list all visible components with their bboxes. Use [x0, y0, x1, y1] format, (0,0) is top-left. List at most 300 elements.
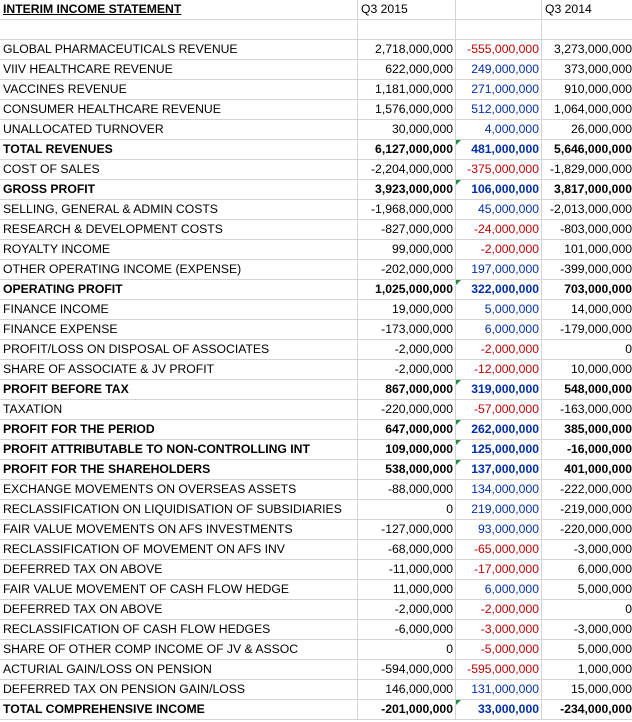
comment-marker-icon	[456, 460, 461, 465]
row-label-cell[interactable]	[0, 680, 358, 700]
q3-2014-value-cell[interactable]	[542, 260, 632, 280]
q3-2015-value-text: 11,000,000	[392, 582, 453, 596]
change-value-cell[interactable]	[456, 80, 542, 100]
q3-2014-value-text: 0	[625, 342, 632, 356]
row-label-text: VIIV HEALTHCARE REVENUE	[3, 62, 173, 76]
change-value-cell[interactable]	[456, 640, 542, 660]
empty-cell[interactable]	[0, 20, 358, 40]
change-value-text: -5,000,000	[480, 642, 539, 656]
q3-2014-value-cell[interactable]	[542, 60, 632, 80]
q3-2015-value-text: -201,000,000	[381, 702, 453, 716]
row-label-cell[interactable]	[0, 300, 358, 320]
table-row	[0, 220, 632, 240]
change-value-text: 219,000,000	[471, 502, 539, 516]
change-value-text: -2,000,000	[480, 602, 539, 616]
q3-2014-value-text: 3,273,000,000	[554, 42, 632, 56]
q3-2015-value-text: -594,000,000	[381, 662, 453, 676]
change-value-text: 6,000,000	[484, 582, 539, 596]
q3-2015-value-cell[interactable]	[358, 540, 456, 560]
q3-2014-value-text: 0	[625, 602, 632, 616]
q3-2015-value-text: 2,718,000,000	[375, 42, 453, 56]
q3-2015-value-text: -6,000,000	[394, 622, 453, 636]
change-value-text: 322,000,000	[471, 282, 539, 296]
change-value-cell[interactable]	[456, 140, 542, 160]
q3-2014-value-cell[interactable]	[542, 120, 632, 140]
q3-2014-value-text: -803,000,000	[560, 222, 632, 236]
q3-2015-value-cell[interactable]	[358, 520, 456, 540]
row-label-text: RECLASSIFICATION OF CASH FLOW HEDGES	[3, 622, 271, 636]
q3-2014-value-cell[interactable]	[542, 700, 632, 720]
change-value-cell[interactable]	[456, 520, 542, 540]
q3-2014-value-text: 1,000,000	[577, 662, 632, 676]
q3-2015-value-text: -11,000,000	[388, 562, 453, 576]
table-row	[0, 100, 632, 120]
row-label-text: DEFERRED TAX ON ABOVE	[3, 602, 163, 616]
change-value-text: 6,000,000	[484, 322, 539, 336]
q3-2014-value-cell[interactable]	[542, 160, 632, 180]
row-label-cell[interactable]	[0, 460, 358, 480]
row-label-text: EXCHANGE MOVEMENTS ON OVERSEAS ASSETS	[3, 482, 297, 496]
empty-cell[interactable]	[542, 20, 632, 40]
change-value-text: 262,000,000	[471, 422, 539, 436]
row-label-cell[interactable]	[0, 480, 358, 500]
q3-2014-value-text: -16,000,000	[566, 442, 632, 456]
q3-2014-value-text: -399,000,000	[560, 262, 632, 276]
q3-2015-value-cell[interactable]	[358, 560, 456, 580]
table-row	[0, 40, 632, 60]
row-label-text: DEFERRED TAX ON ABOVE	[3, 562, 163, 576]
row-label-text: SHARE OF OTHER COMP INCOME OF JV & ASSOC	[3, 642, 299, 656]
q3-2014-value-cell[interactable]	[542, 600, 632, 620]
change-value-cell[interactable]	[456, 460, 542, 480]
row-label-text: VACCINES REVENUE	[3, 82, 127, 96]
table-row	[0, 380, 632, 400]
change-value-cell[interactable]	[456, 660, 542, 680]
row-label-cell[interactable]	[0, 560, 358, 580]
row-label-cell[interactable]	[0, 640, 358, 660]
q3-2015-value-cell[interactable]	[358, 300, 456, 320]
comment-marker-icon	[456, 180, 461, 185]
q3-2014-value-text: -1,829,000,000	[550, 162, 632, 176]
q3-2014-value-cell[interactable]	[542, 400, 632, 420]
change-value-text: 93,000,000	[478, 522, 539, 536]
q3-2014-value-cell[interactable]	[542, 480, 632, 500]
change-value-text: 33,000,000	[478, 702, 539, 716]
change-value-text: 249,000,000	[471, 62, 539, 76]
q3-2015-value-text: -2,000,000	[394, 342, 453, 356]
row-label-cell[interactable]	[0, 360, 358, 380]
row-label-cell[interactable]	[0, 500, 358, 520]
q3-2014-value-cell[interactable]	[542, 300, 632, 320]
change-value-cell[interactable]	[456, 240, 542, 260]
row-label-cell[interactable]	[0, 160, 358, 180]
comment-marker-icon	[456, 700, 461, 705]
q3-2014-value-text: -3,000,000	[573, 622, 632, 636]
table-row	[0, 540, 632, 560]
q3-2015-value-text: -88,000,000	[387, 482, 453, 496]
table-row	[0, 500, 632, 520]
q3-2015-value-cell[interactable]	[358, 80, 456, 100]
change-value-text: 319,000,000	[471, 382, 539, 396]
change-value-text: -3,000,000	[480, 622, 539, 636]
change-value-text: -555,000,000	[467, 42, 539, 56]
q3-2015-value-text: -173,000,000	[381, 322, 453, 336]
header-row	[0, 0, 632, 20]
row-label-cell[interactable]	[0, 580, 358, 600]
row-label-cell[interactable]	[0, 520, 358, 540]
q3-2014-value-text: 385,000,000	[564, 422, 632, 436]
column-header-change[interactable]	[456, 0, 542, 20]
change-value-cell[interactable]	[456, 180, 542, 200]
q3-2014-value-cell[interactable]	[542, 220, 632, 240]
q3-2015-value-cell[interactable]	[358, 440, 456, 460]
row-label-cell[interactable]	[0, 220, 358, 240]
change-value-cell[interactable]	[456, 420, 542, 440]
q3-2015-value-text: -220,000,000	[381, 402, 453, 416]
q3-2014-value-text: 703,000,000	[564, 282, 632, 296]
row-label-cell[interactable]	[0, 620, 358, 640]
table-row	[0, 440, 632, 460]
q3-2015-value-cell[interactable]	[358, 640, 456, 660]
change-value-text: 271,000,000	[471, 82, 539, 96]
row-label-cell[interactable]	[0, 240, 358, 260]
change-value-cell[interactable]	[456, 280, 542, 300]
column-header-q3-2014[interactable]: Q3 2014	[542, 0, 632, 20]
q3-2014-value-cell[interactable]	[542, 580, 632, 600]
change-value-text: -2,000,000	[480, 242, 539, 256]
table-row	[0, 120, 632, 140]
q3-2014-value-text: 1,064,000,000	[554, 102, 632, 116]
change-value-cell[interactable]	[456, 100, 542, 120]
q3-2014-value-cell[interactable]	[542, 460, 632, 480]
table-row	[0, 320, 632, 340]
change-value-cell[interactable]	[456, 220, 542, 240]
row-label-cell[interactable]	[0, 60, 358, 80]
q3-2014-value-text: 401,000,000	[564, 462, 632, 476]
change-value-cell[interactable]	[456, 580, 542, 600]
q3-2014-value-cell[interactable]	[542, 420, 632, 440]
q3-2015-value-cell[interactable]	[358, 680, 456, 700]
q3-2014-value-text: -179,000,000	[560, 322, 632, 336]
q3-2015-value-text: 6,127,000,000	[375, 142, 453, 156]
q3-2014-value-text: 373,000,000	[564, 62, 632, 76]
change-value-text: 481,000,000	[471, 142, 539, 156]
change-value-cell[interactable]	[456, 340, 542, 360]
row-label-text: PROFIT/LOSS ON DISPOSAL OF ASSOCIATES	[3, 342, 270, 356]
change-value-cell[interactable]	[456, 480, 542, 500]
q3-2015-value-text: -2,000,000	[394, 602, 453, 616]
change-value-cell[interactable]	[456, 260, 542, 280]
q3-2014-value-text: 5,000,000	[577, 582, 632, 596]
q3-2015-value-cell[interactable]	[358, 100, 456, 120]
empty-cell[interactable]	[456, 20, 542, 40]
change-value-text: -375,000,000	[467, 162, 539, 176]
row-label-cell[interactable]	[0, 700, 358, 720]
q3-2015-value-text: 538,000,000	[385, 462, 453, 476]
change-value-cell[interactable]	[456, 360, 542, 380]
row-label-cell[interactable]	[0, 280, 358, 300]
row-label-cell[interactable]	[0, 260, 358, 280]
q3-2014-value-cell[interactable]	[542, 100, 632, 120]
row-label-cell[interactable]	[0, 140, 358, 160]
row-label-cell[interactable]	[0, 540, 358, 560]
row-label-text: RESEARCH & DEVELOPMENT COSTS	[3, 222, 223, 236]
change-value-cell[interactable]	[456, 120, 542, 140]
q3-2014-value-cell[interactable]	[542, 500, 632, 520]
row-label-cell[interactable]	[0, 600, 358, 620]
change-value-text: 125,000,000	[471, 442, 539, 456]
change-value-cell[interactable]	[456, 540, 542, 560]
q3-2014-value-text: 26,000,000	[571, 122, 632, 136]
q3-2014-value-text: -219,000,000	[560, 502, 632, 516]
row-label-text: FINANCE EXPENSE	[3, 322, 118, 336]
q3-2015-value-text: -68,000,000	[387, 542, 453, 556]
q3-2015-value-text: 30,000,000	[392, 122, 453, 136]
table-row	[0, 300, 632, 320]
q3-2014-value-cell[interactable]	[542, 320, 632, 340]
row-label-cell[interactable]	[0, 200, 358, 220]
row-label-text: TOTAL REVENUES	[3, 142, 113, 156]
change-value-cell[interactable]	[456, 620, 542, 640]
row-label-text: PROFIT ATTRIBUTABLE TO NON-CONTROLLING INT	[3, 442, 310, 456]
q3-2014-value-text: 10,000,000	[571, 362, 632, 376]
q3-2015-value-cell[interactable]	[358, 620, 456, 640]
table-row	[0, 580, 632, 600]
change-value-cell[interactable]	[456, 380, 542, 400]
change-value-text: 4,000,000	[484, 122, 539, 136]
change-value-text: -12,000,000	[473, 362, 539, 376]
row-label-text: SHARE OF ASSOCIATE & JV PROFIT	[3, 362, 215, 376]
row-label-text: GLOBAL PHARMACEUTICALS REVENUE	[3, 42, 238, 56]
q3-2015-value-text: 0	[446, 642, 453, 656]
row-label-text: SELLING, GENERAL & ADMIN COSTS	[3, 202, 218, 216]
q3-2015-value-cell[interactable]	[358, 160, 456, 180]
comment-marker-icon	[456, 140, 461, 145]
change-value-cell[interactable]	[456, 700, 542, 720]
q3-2015-value-text: -2,204,000,000	[371, 162, 453, 176]
q3-2015-value-cell[interactable]	[358, 240, 456, 260]
q3-2014-value-text: 6,000,000	[577, 562, 632, 576]
change-value-cell[interactable]	[456, 160, 542, 180]
row-label-cell[interactable]	[0, 180, 358, 200]
q3-2015-value-cell[interactable]	[358, 120, 456, 140]
q3-2015-value-cell[interactable]	[358, 180, 456, 200]
q3-2015-value-text: 99,000,000	[392, 242, 453, 256]
q3-2014-value-cell[interactable]	[542, 640, 632, 660]
q3-2014-value-text: -234,000,000	[560, 702, 632, 716]
q3-2014-value-cell[interactable]	[542, 360, 632, 380]
table-row	[0, 280, 632, 300]
row-label-text: GROSS PROFIT	[3, 182, 96, 196]
change-value-text: -17,000,000	[473, 562, 539, 576]
q3-2015-value-text: 867,000,000	[385, 382, 453, 396]
q3-2014-value-cell[interactable]	[542, 380, 632, 400]
row-label-text: PROFIT FOR THE SHAREHOLDERS	[3, 462, 211, 476]
q3-2015-value-text: 19,000,000	[392, 302, 453, 316]
change-value-text: 137,000,000	[471, 462, 539, 476]
change-value-cell[interactable]	[456, 320, 542, 340]
q3-2015-value-cell[interactable]	[358, 580, 456, 600]
table-row	[0, 460, 632, 480]
q3-2015-value-cell[interactable]	[358, 360, 456, 380]
q3-2015-value-cell[interactable]	[358, 320, 456, 340]
change-value-cell[interactable]	[456, 40, 542, 60]
q3-2015-value-cell[interactable]	[358, 140, 456, 160]
q3-2015-value-cell[interactable]	[358, 700, 456, 720]
change-value-cell[interactable]	[456, 440, 542, 460]
row-label-text: TOTAL COMPREHENSIVE INCOME	[3, 702, 205, 716]
change-value-cell[interactable]	[456, 300, 542, 320]
q3-2015-value-cell[interactable]	[358, 480, 456, 500]
q3-2014-value-cell[interactable]	[542, 200, 632, 220]
q3-2014-value-cell[interactable]	[542, 440, 632, 460]
q3-2014-value-text: 910,000,000	[564, 82, 632, 96]
comment-marker-icon	[456, 280, 461, 285]
q3-2014-value-cell[interactable]	[542, 340, 632, 360]
q3-2014-value-cell[interactable]	[542, 240, 632, 260]
row-label-text: CONSUMER HEALTHCARE REVENUE	[3, 102, 221, 116]
change-value-text: 45,000,000	[478, 202, 539, 216]
change-value-cell[interactable]	[456, 400, 542, 420]
row-label-text: TAXATION	[3, 402, 63, 416]
row-label-text: PROFIT FOR THE PERIOD	[3, 422, 155, 436]
q3-2015-value-cell[interactable]	[358, 500, 456, 520]
q3-2014-value-cell[interactable]	[542, 560, 632, 580]
q3-2015-value-text: 109,000,000	[385, 442, 453, 456]
q3-2014-value-text: -2,013,000,000	[550, 202, 632, 216]
q3-2014-value-cell[interactable]	[542, 620, 632, 640]
q3-2015-value-cell[interactable]	[358, 280, 456, 300]
q3-2014-value-cell[interactable]	[542, 660, 632, 680]
row-label-cell[interactable]	[0, 440, 358, 460]
row-label-text: DEFERRED TAX ON PENSION GAIN/LOSS	[3, 682, 245, 696]
q3-2015-value-text: 622,000,000	[385, 62, 453, 76]
column-header-q3-2015[interactable]: Q3 2015	[358, 0, 456, 20]
table-row	[0, 680, 632, 700]
change-value-cell[interactable]	[456, 200, 542, 220]
row-label-text: PROFIT BEFORE TAX	[3, 382, 129, 396]
q3-2014-value-cell[interactable]	[542, 80, 632, 100]
row-label-text: RECLASSIFICATION ON LIQUIDISATION OF SUBSIDIARIES	[3, 502, 342, 516]
q3-2015-value-cell[interactable]	[358, 200, 456, 220]
q3-2015-value-text: -202,000,000	[381, 262, 453, 276]
q3-2014-value-cell[interactable]	[542, 540, 632, 560]
q3-2015-value-text: -1,968,000,000	[371, 202, 453, 216]
q3-2015-value-text: 1,025,000,000	[375, 282, 453, 296]
q3-2015-value-cell[interactable]	[358, 340, 456, 360]
comment-marker-icon	[456, 440, 461, 445]
q3-2015-value-cell[interactable]	[358, 660, 456, 680]
empty-row	[0, 20, 632, 40]
q3-2014-value-text: -163,000,000	[560, 402, 632, 416]
change-value-cell[interactable]	[456, 600, 542, 620]
table-row	[0, 180, 632, 200]
q3-2014-value-text: -222,000,000	[560, 482, 632, 496]
change-value-text: -57,000,000	[473, 402, 539, 416]
row-label-cell[interactable]	[0, 380, 358, 400]
change-value-text: 131,000,000	[471, 682, 539, 696]
change-value-text: 106,000,000	[471, 182, 539, 196]
q3-2015-value-cell[interactable]	[358, 600, 456, 620]
row-label-text: UNALLOCATED TURNOVER	[3, 122, 164, 136]
row-label-cell[interactable]	[0, 80, 358, 100]
row-label-text: COST OF SALES	[3, 162, 100, 176]
q3-2015-value-cell[interactable]	[358, 420, 456, 440]
row-label-cell[interactable]	[0, 100, 358, 120]
row-label-cell[interactable]	[0, 120, 358, 140]
q3-2014-value-text: -220,000,000	[560, 522, 632, 536]
change-value-cell[interactable]	[456, 560, 542, 580]
row-label-text: OPERATING PROFIT	[3, 282, 123, 296]
row-label-cell[interactable]	[0, 420, 358, 440]
change-value-cell[interactable]	[456, 500, 542, 520]
q3-2014-value-text: 5,646,000,000	[554, 142, 632, 156]
statement-title[interactable]: INTERIM INCOME STATEMENT	[0, 0, 358, 20]
q3-2014-value-cell[interactable]	[542, 180, 632, 200]
q3-2014-value-cell[interactable]	[542, 140, 632, 160]
q3-2015-value-cell[interactable]	[358, 40, 456, 60]
q3-2014-value-text: 14,000,000	[571, 302, 632, 316]
table-row	[0, 620, 632, 640]
q3-2015-value-cell[interactable]	[358, 400, 456, 420]
row-label-cell[interactable]	[0, 660, 358, 680]
row-label-cell[interactable]	[0, 40, 358, 60]
table-row	[0, 700, 632, 720]
q3-2015-value-cell[interactable]	[358, 220, 456, 240]
row-label-text: ROYALTY INCOME	[3, 242, 110, 256]
q3-2014-value-cell[interactable]	[542, 280, 632, 300]
table-row	[0, 160, 632, 180]
table-row	[0, 140, 632, 160]
row-label-text: ACTURIAL GAIN/LOSS ON PENSION	[3, 662, 212, 676]
change-value-text: -595,000,000	[467, 662, 539, 676]
table-row	[0, 660, 632, 680]
empty-cell[interactable]	[358, 20, 456, 40]
change-value-text: -65,000,000	[473, 542, 539, 556]
table-row	[0, 560, 632, 580]
change-value-text: 512,000,000	[471, 102, 539, 116]
change-value-text: -2,000,000	[480, 342, 539, 356]
change-value-text: 134,000,000	[471, 482, 539, 496]
q3-2014-value-cell[interactable]	[542, 520, 632, 540]
q3-2014-value-cell[interactable]	[542, 40, 632, 60]
table-row	[0, 340, 632, 360]
row-label-cell[interactable]	[0, 400, 358, 420]
q3-2015-value-text: 0	[446, 502, 453, 516]
change-value-cell[interactable]	[456, 680, 542, 700]
row-label-text: FAIR VALUE MOVEMENTS ON AFS INVESTMENTS	[3, 522, 293, 536]
q3-2015-value-cell[interactable]	[358, 460, 456, 480]
q3-2015-value-cell[interactable]	[358, 60, 456, 80]
row-label-cell[interactable]	[0, 320, 358, 340]
q3-2015-value-cell[interactable]	[358, 380, 456, 400]
q3-2014-value-cell[interactable]	[542, 680, 632, 700]
comment-marker-icon	[456, 380, 461, 385]
q3-2015-value-text: -2,000,000	[394, 362, 453, 376]
row-label-cell[interactable]	[0, 340, 358, 360]
table-row	[0, 640, 632, 660]
q3-2014-value-text: 5,000,000	[577, 642, 632, 656]
q3-2015-value-cell[interactable]	[358, 260, 456, 280]
table-row	[0, 420, 632, 440]
table-row	[0, 520, 632, 540]
table-row	[0, 60, 632, 80]
change-value-cell[interactable]	[456, 60, 542, 80]
row-label-text: OTHER OPERATING INCOME (EXPENSE)	[3, 262, 242, 276]
q3-2014-value-text: 548,000,000	[564, 382, 632, 396]
row-label-text: FAIR VALUE MOVEMENT OF CASH FLOW HEDGE	[3, 582, 289, 596]
q3-2015-value-text: 1,181,000,000	[375, 82, 453, 96]
